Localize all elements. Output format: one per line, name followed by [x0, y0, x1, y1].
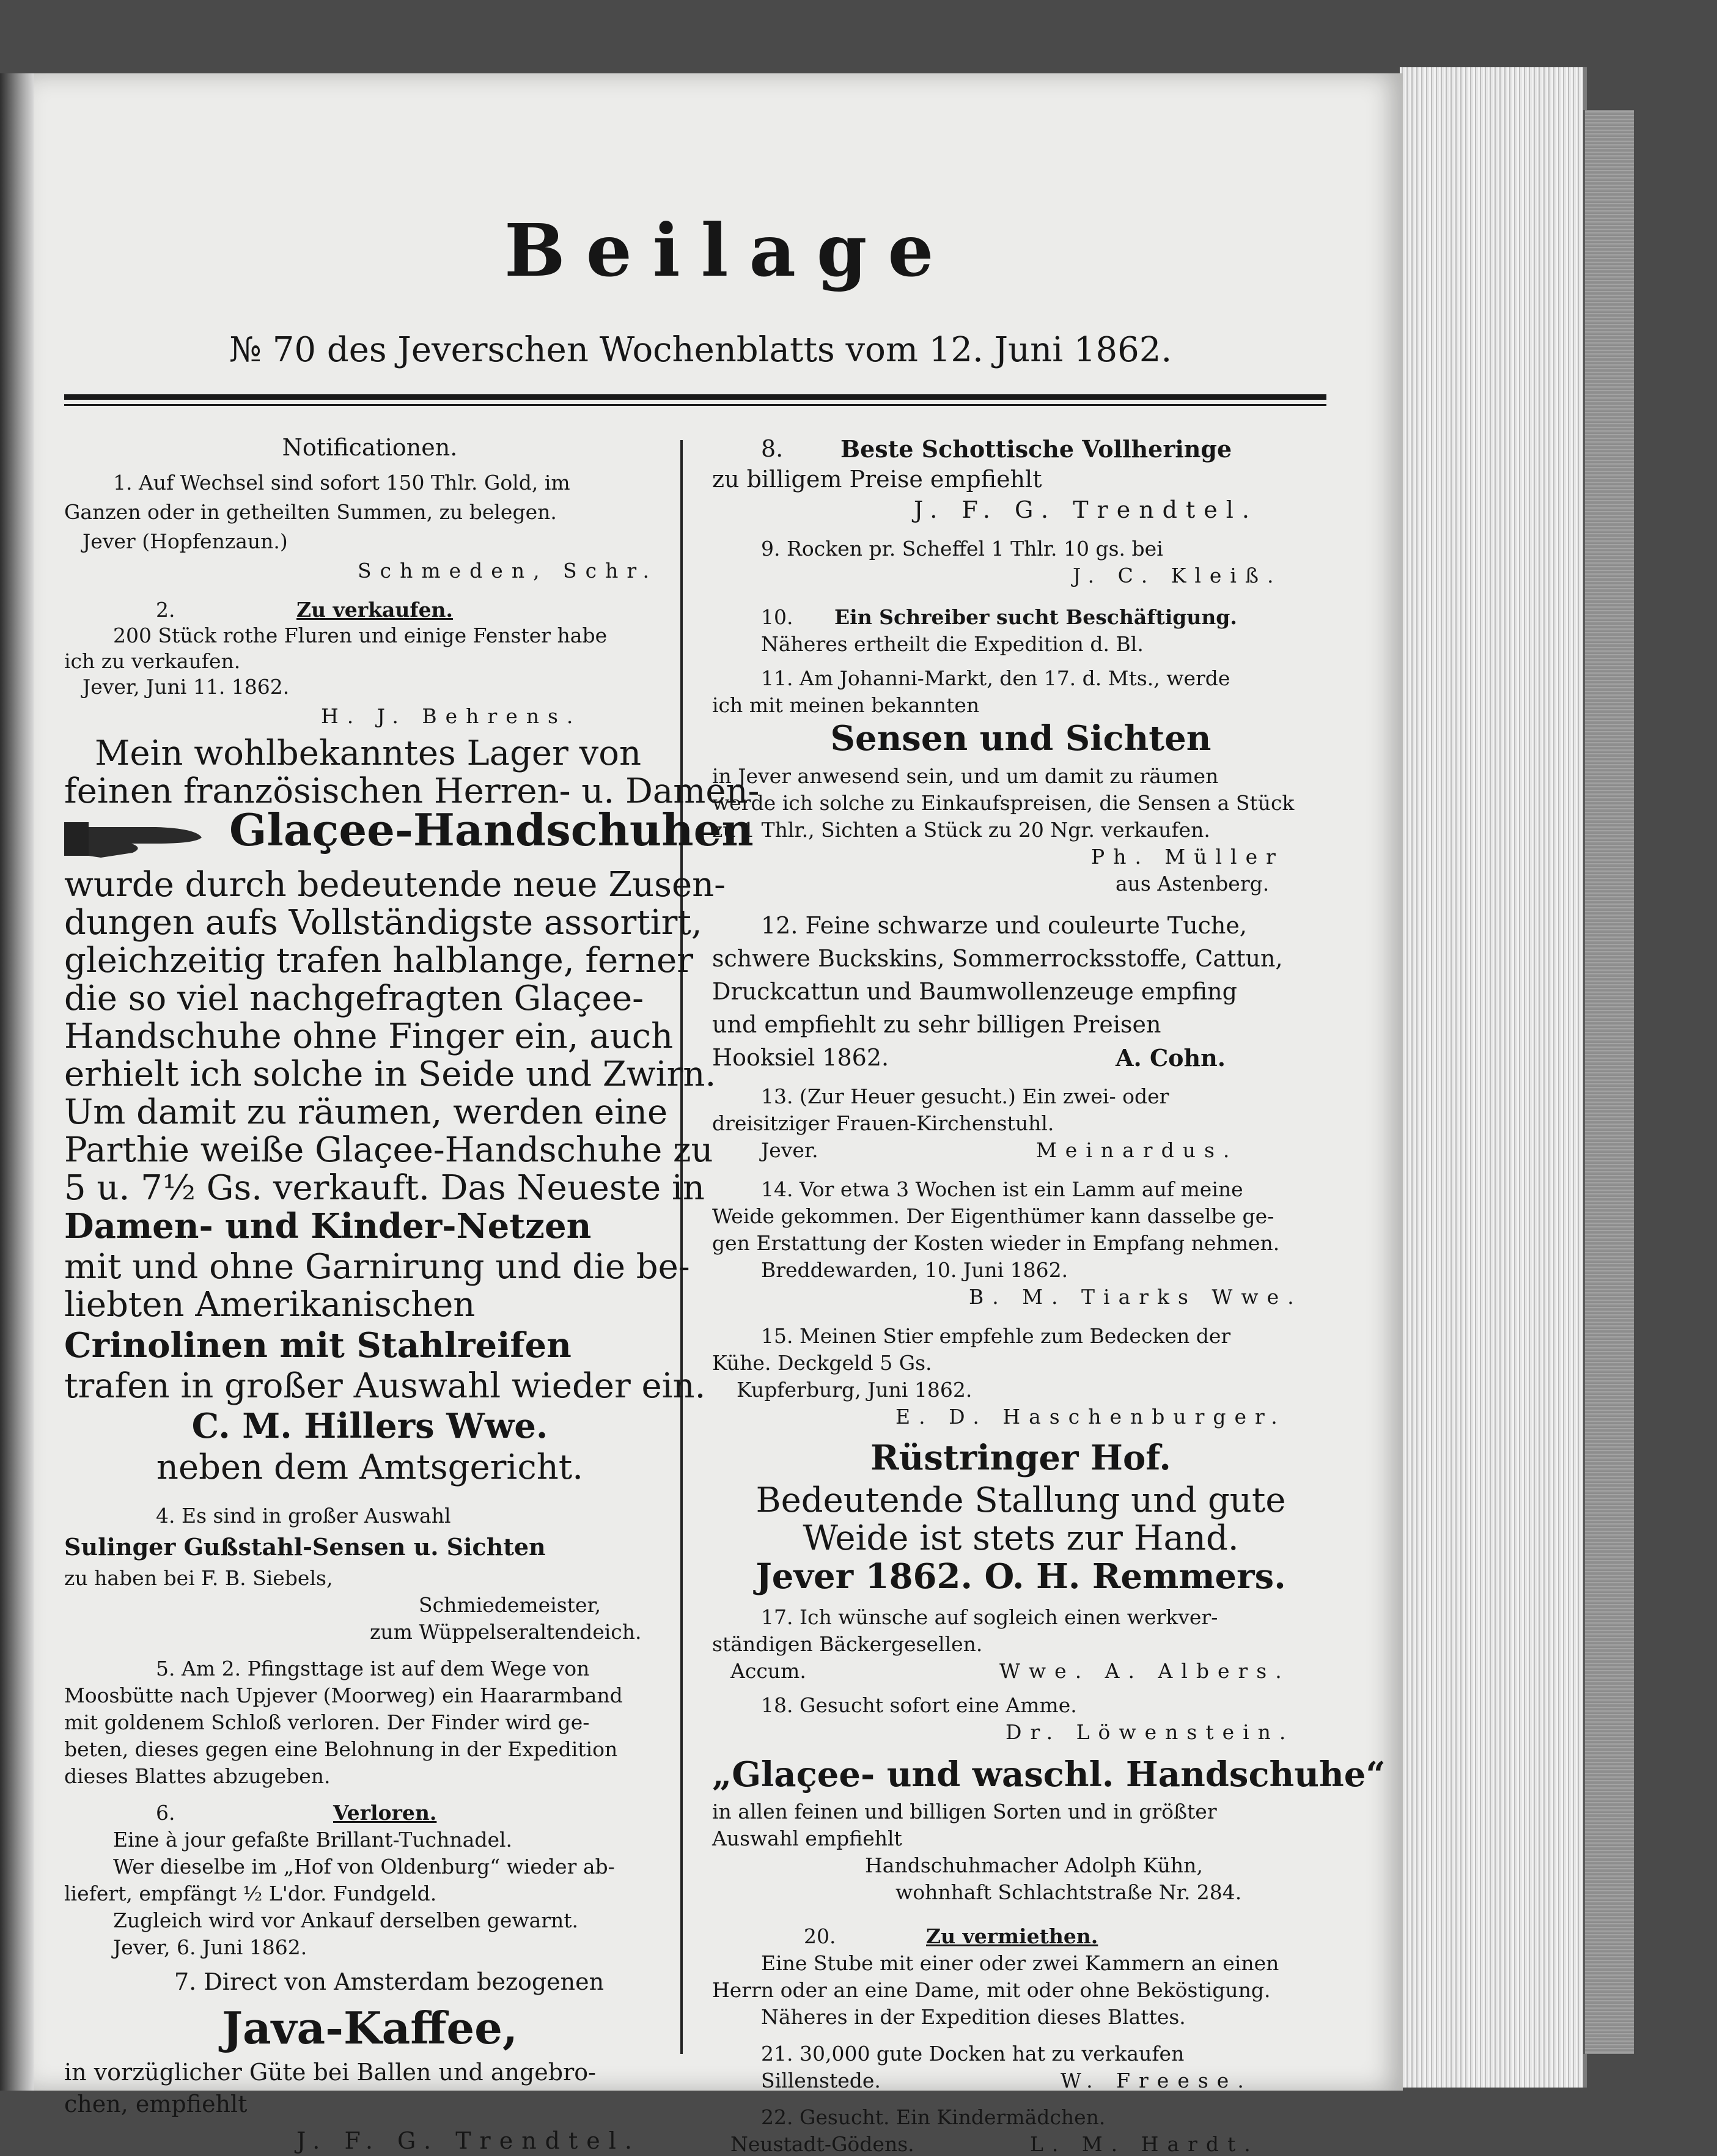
book-cover-edge — [1583, 110, 1634, 2054]
ad14-line: gen Erstattung der Kosten wieder in Empfang nehmen. — [712, 1231, 1280, 1255]
ad21-line: 21. 30,000 gute Docken hat zu verkaufen — [761, 2042, 1185, 2066]
section-heading: Notificationen. — [282, 434, 458, 461]
ad3-line: dungen aufs Vollständigste assortirt, — [64, 903, 702, 943]
ad7-signature: J. F. G. Trendtel. — [296, 2127, 641, 2154]
ad4-title: Sulinger Gußstahl-Sensen u. Sichten — [64, 1533, 546, 1561]
ad15-line: Kupferburg, Juni 1862. — [737, 1378, 972, 1402]
ad7-line: chen, empfiehlt — [64, 2091, 248, 2117]
ad20-number: 20. — [804, 1924, 836, 1948]
ad13-signature: Meinardus. — [1036, 1138, 1238, 1162]
ad11-line: zu 1 Thlr., Sichten a Stück zu 20 Ngr. verkaufen. — [712, 818, 1210, 842]
ad3-headline: Glaçee-Handschuhen — [229, 804, 754, 856]
ad3-line: die so viel nachgefragten Glaçee- — [64, 979, 644, 1018]
ad5-line: mit goldenem Schloß verloren. Der Finder wird ge- — [64, 1710, 590, 1734]
ad18-line: 18. Gesucht sofort eine Amme. — [761, 1693, 1077, 1717]
masthead-subtitle: № 70 des Jeverschen Wochenblatts vom 12. Juni 1862. — [229, 330, 1172, 370]
masthead-title: Beilage — [504, 208, 955, 293]
ad2-line: Jever, Juni 11. 1862. — [83, 675, 290, 699]
ad11-signature: Ph. Müller — [1091, 845, 1284, 869]
ad7-title: Java-Kaffee, — [221, 2002, 518, 2054]
ad10-line: Näheres ertheilt die Expedition d. Bl. — [761, 632, 1144, 656]
ad4-line: zum Wüppelseraltendeich. — [370, 1620, 642, 1644]
ad2-number: 2. — [156, 598, 175, 622]
ad5-line: Moosbütte nach Upjever (Moorweg) ein Haararmband — [64, 1683, 623, 1707]
ad6-line: Jever, 6. Juni 1862. — [113, 1935, 307, 1959]
ad14-line: Breddewarden, 10. Juni 1862. — [761, 1258, 1068, 1282]
ad5-line: 5. Am 2. Pfingsttage ist auf dem Wege von — [156, 1657, 590, 1680]
ad3-line: Um damit zu räumen, werden eine — [64, 1092, 668, 1132]
ad2-line: 200 Stück rothe Fluren und einige Fenster habe — [113, 624, 608, 647]
ad8-line: zu billigem Preise empfiehlt — [712, 466, 1042, 493]
ad6-line: Wer dieselbe im „Hof von Oldenburg“ wieder ab- — [113, 1855, 615, 1878]
ad10-title: Ein Schreiber sucht Beschäftigung. — [834, 605, 1237, 629]
ad3-line: Parthie weiße Glaçee-Handschuhe zu — [64, 1130, 713, 1170]
ad9-signature: J. C. Kleiß. — [1073, 564, 1282, 587]
ad13-line: 13. (Zur Heuer gesucht.) Ein zwei- oder — [761, 1084, 1169, 1108]
ad3-line: Handschuhe ohne Finger ein, auch — [64, 1017, 674, 1056]
ad3-bold-line: Damen- und Kinder-Netzen — [64, 1206, 592, 1246]
ad5-line: beten, dieses gegen eine Belohnung in der Expedition — [64, 1737, 618, 1761]
ad11-line: ich mit meinen bekannten — [712, 693, 980, 717]
ad21-line: Sillenstede. — [761, 2069, 881, 2092]
ad21-signature: W. Freese. — [1061, 2069, 1252, 2092]
ad15-line: Kühe. Deckgeld 5 Gs. — [712, 1351, 932, 1375]
ad16-line: Bedeutende Stallung und gute — [756, 1481, 1286, 1520]
ad16-title: Rüstringer Hof. — [870, 1438, 1171, 1478]
ad20-line: Eine Stube mit einer oder zwei Kammern an einen — [761, 1951, 1279, 1975]
ad6-number: 6. — [156, 1801, 175, 1825]
ad1-line: 1. Auf Wechsel sind sofort 150 Thlr. Gold, im — [113, 471, 570, 495]
ad22-line: Neustadt-Gödens. — [730, 2132, 914, 2156]
newspaper-page — [34, 73, 1403, 2156]
ad17-line: Accum. — [730, 1659, 806, 1683]
ad6-line: Zugleich wird vor Ankauf derselben gewarnt. — [113, 1908, 579, 1932]
ad19-line: in allen feinen und billigen Sorten und in größter — [712, 1800, 1217, 1823]
ad7-line: 7. Direct von Amsterdam bezogenen — [174, 1968, 605, 1995]
ad20-line: Herrn oder an eine Dame, mit oder ohne Beköstigung. — [712, 1978, 1271, 2002]
ad1-line: Ganzen oder in getheilten Summen, zu belegen. — [64, 500, 557, 524]
ad20-title: Zu vermiethen. — [926, 1924, 1098, 1948]
ad17-line: ständigen Bäckergesellen. — [712, 1632, 983, 1656]
ad3-line: gleichzeitig trafen halblange, ferner — [64, 941, 694, 981]
book-page-stack — [1400, 67, 1587, 2088]
ad12-line: und empfiehlt zu sehr billigen Preisen — [712, 1011, 1161, 1038]
pointing-hand-icon — [64, 810, 205, 865]
ad11-line: in Jever anwesend sein, und um damit zu räumen — [712, 764, 1219, 788]
ad3-line: Mein wohlbekanntes Lager von — [95, 734, 642, 773]
ad22-signature: L. M. Hardt. — [1030, 2132, 1259, 2156]
ad1-line: Jever (Hopfenzaun.) — [83, 529, 288, 553]
ad3-signature: C. M. Hillers Wwe. — [191, 1406, 548, 1446]
ad3-line: mit und ohne Garnirung und die be- — [64, 1247, 690, 1287]
ad6-title: Verloren. — [333, 1801, 437, 1825]
ad15-line: 15. Meinen Stier empfehle zum Bedecken der — [761, 1324, 1231, 1348]
ad19-line: Auswahl empfiehlt — [712, 1827, 902, 1850]
ad20-line: Näheres in der Expedition dieses Blattes. — [761, 2005, 1186, 2029]
ad12-line: 12. Feine schwarze und couleurte Tuche, — [761, 912, 1247, 939]
ad19-line: wohnhaft Schlachtstraße Nr. 284. — [895, 1880, 1242, 1904]
ad4-line: Schmiedemeister, — [419, 1593, 601, 1617]
ad12-line: Druckcattun und Baumwollenzeuge empfing — [712, 978, 1237, 1005]
ad19-signature: Handschuhmacher Adolph Kühn, — [865, 1853, 1203, 1877]
ad3-line: erhielt ich solche in Seide und Zwirn. — [64, 1054, 716, 1094]
ad11-line: 11. Am Johanni-Markt, den 17. d. Mts., werde — [761, 666, 1230, 690]
ad8-number: 8. — [761, 435, 784, 462]
ad3-line: feinen französischen Herren- u. Damen- — [64, 771, 760, 811]
ad17-signature: Wwe. A. Albers. — [999, 1659, 1290, 1683]
ad4-line: 4. Es sind in großer Auswahl — [156, 1504, 451, 1528]
ad19-title: „Glaçee- und waschl. Handschuhe“ — [712, 1754, 1386, 1795]
ad2-line: ich zu verkaufen. — [64, 649, 241, 673]
ad14-line: 14. Vor etwa 3 Wochen ist ein Lamm auf meine — [761, 1177, 1243, 1201]
ad6-line: Eine à jour gefaßte Brillant-Tuchnadel. — [113, 1828, 513, 1852]
ad2-signature: H. J. Behrens. — [321, 704, 582, 728]
ad3-line: trafen in großer Auswahl wieder ein. — [64, 1366, 706, 1406]
ad11-line: werde ich solche zu Einkaufspreisen, die Sensen a Stück — [712, 791, 1295, 815]
ad7-line: in vorzüglicher Güte bei Ballen und angebro- — [64, 2059, 596, 2086]
ad3-line: wurde durch bedeutende neue Zusen- — [64, 865, 726, 905]
ad16-line: Weide ist stets zur Hand. — [803, 1518, 1239, 1558]
book-left-edge — [0, 73, 34, 2091]
ad3-bold-line: Crinolinen mit Stahlreifen — [64, 1325, 572, 1366]
header-rule-thick — [64, 394, 1326, 400]
ad11-title: Sensen und Sichten — [830, 718, 1211, 759]
ad17-line: 17. Ich wünsche auf sogleich einen werkver- — [761, 1605, 1218, 1629]
ad13-line: dreisitziger Frauen-Kirchenstuhl. — [712, 1111, 1054, 1135]
ad8-signature: J. F. G. Trendtel. — [914, 496, 1258, 523]
ad14-line: Weide gekommen. Der Eigenthümer kann dasselbe ge- — [712, 1204, 1274, 1228]
ad10-number: 10. — [761, 605, 793, 629]
ad12-signature: A. Cohn. — [1116, 1044, 1226, 1072]
ad12-line: schwere Buckskins, Sommerrocksstoffe, Cattun, — [712, 945, 1283, 972]
ad1-signature: Schmeden, Schr. — [358, 559, 658, 583]
ad15-signature: E. D. Haschenburger. — [895, 1405, 1286, 1429]
ad11-line: aus Astenberg. — [1116, 872, 1270, 896]
ad6-line: liefert, empfängt ½ L'dor. Fundgeld. — [64, 1882, 437, 1905]
ad14-signature: B. M. Tiarks Wwe. — [969, 1285, 1303, 1309]
ad3-line: 5 u. 7½ Gs. verkauft. Das Neueste in — [64, 1168, 705, 1208]
ad16-signature: Jever 1862. O. H. Remmers. — [756, 1556, 1286, 1597]
ad8-title: Beste Schottische Vollheringe — [840, 435, 1232, 463]
ad5-line: dieses Blattes abzugeben. — [64, 1764, 331, 1788]
ad3-address: neben dem Amtsgericht. — [156, 1448, 584, 1487]
ad12-line: Hooksiel 1862. — [712, 1044, 889, 1071]
ad22-line: 22. Gesucht. Ein Kindermädchen. — [761, 2105, 1106, 2129]
ad4-line: zu haben bei F. B. Siebels, — [64, 1566, 333, 1590]
ad18-signature: Dr. Löwenstein. — [1006, 1720, 1295, 1744]
header-rule-thin — [64, 404, 1326, 406]
ad9-line: 9. Rocken pr. Scheffel 1 Thlr. 10 gs. bei — [761, 537, 1163, 561]
ad2-title: Zu verkaufen. — [296, 598, 454, 622]
ad3-line: liebten Amerikanischen — [64, 1285, 476, 1325]
ad13-line: Jever. — [761, 1138, 818, 1162]
